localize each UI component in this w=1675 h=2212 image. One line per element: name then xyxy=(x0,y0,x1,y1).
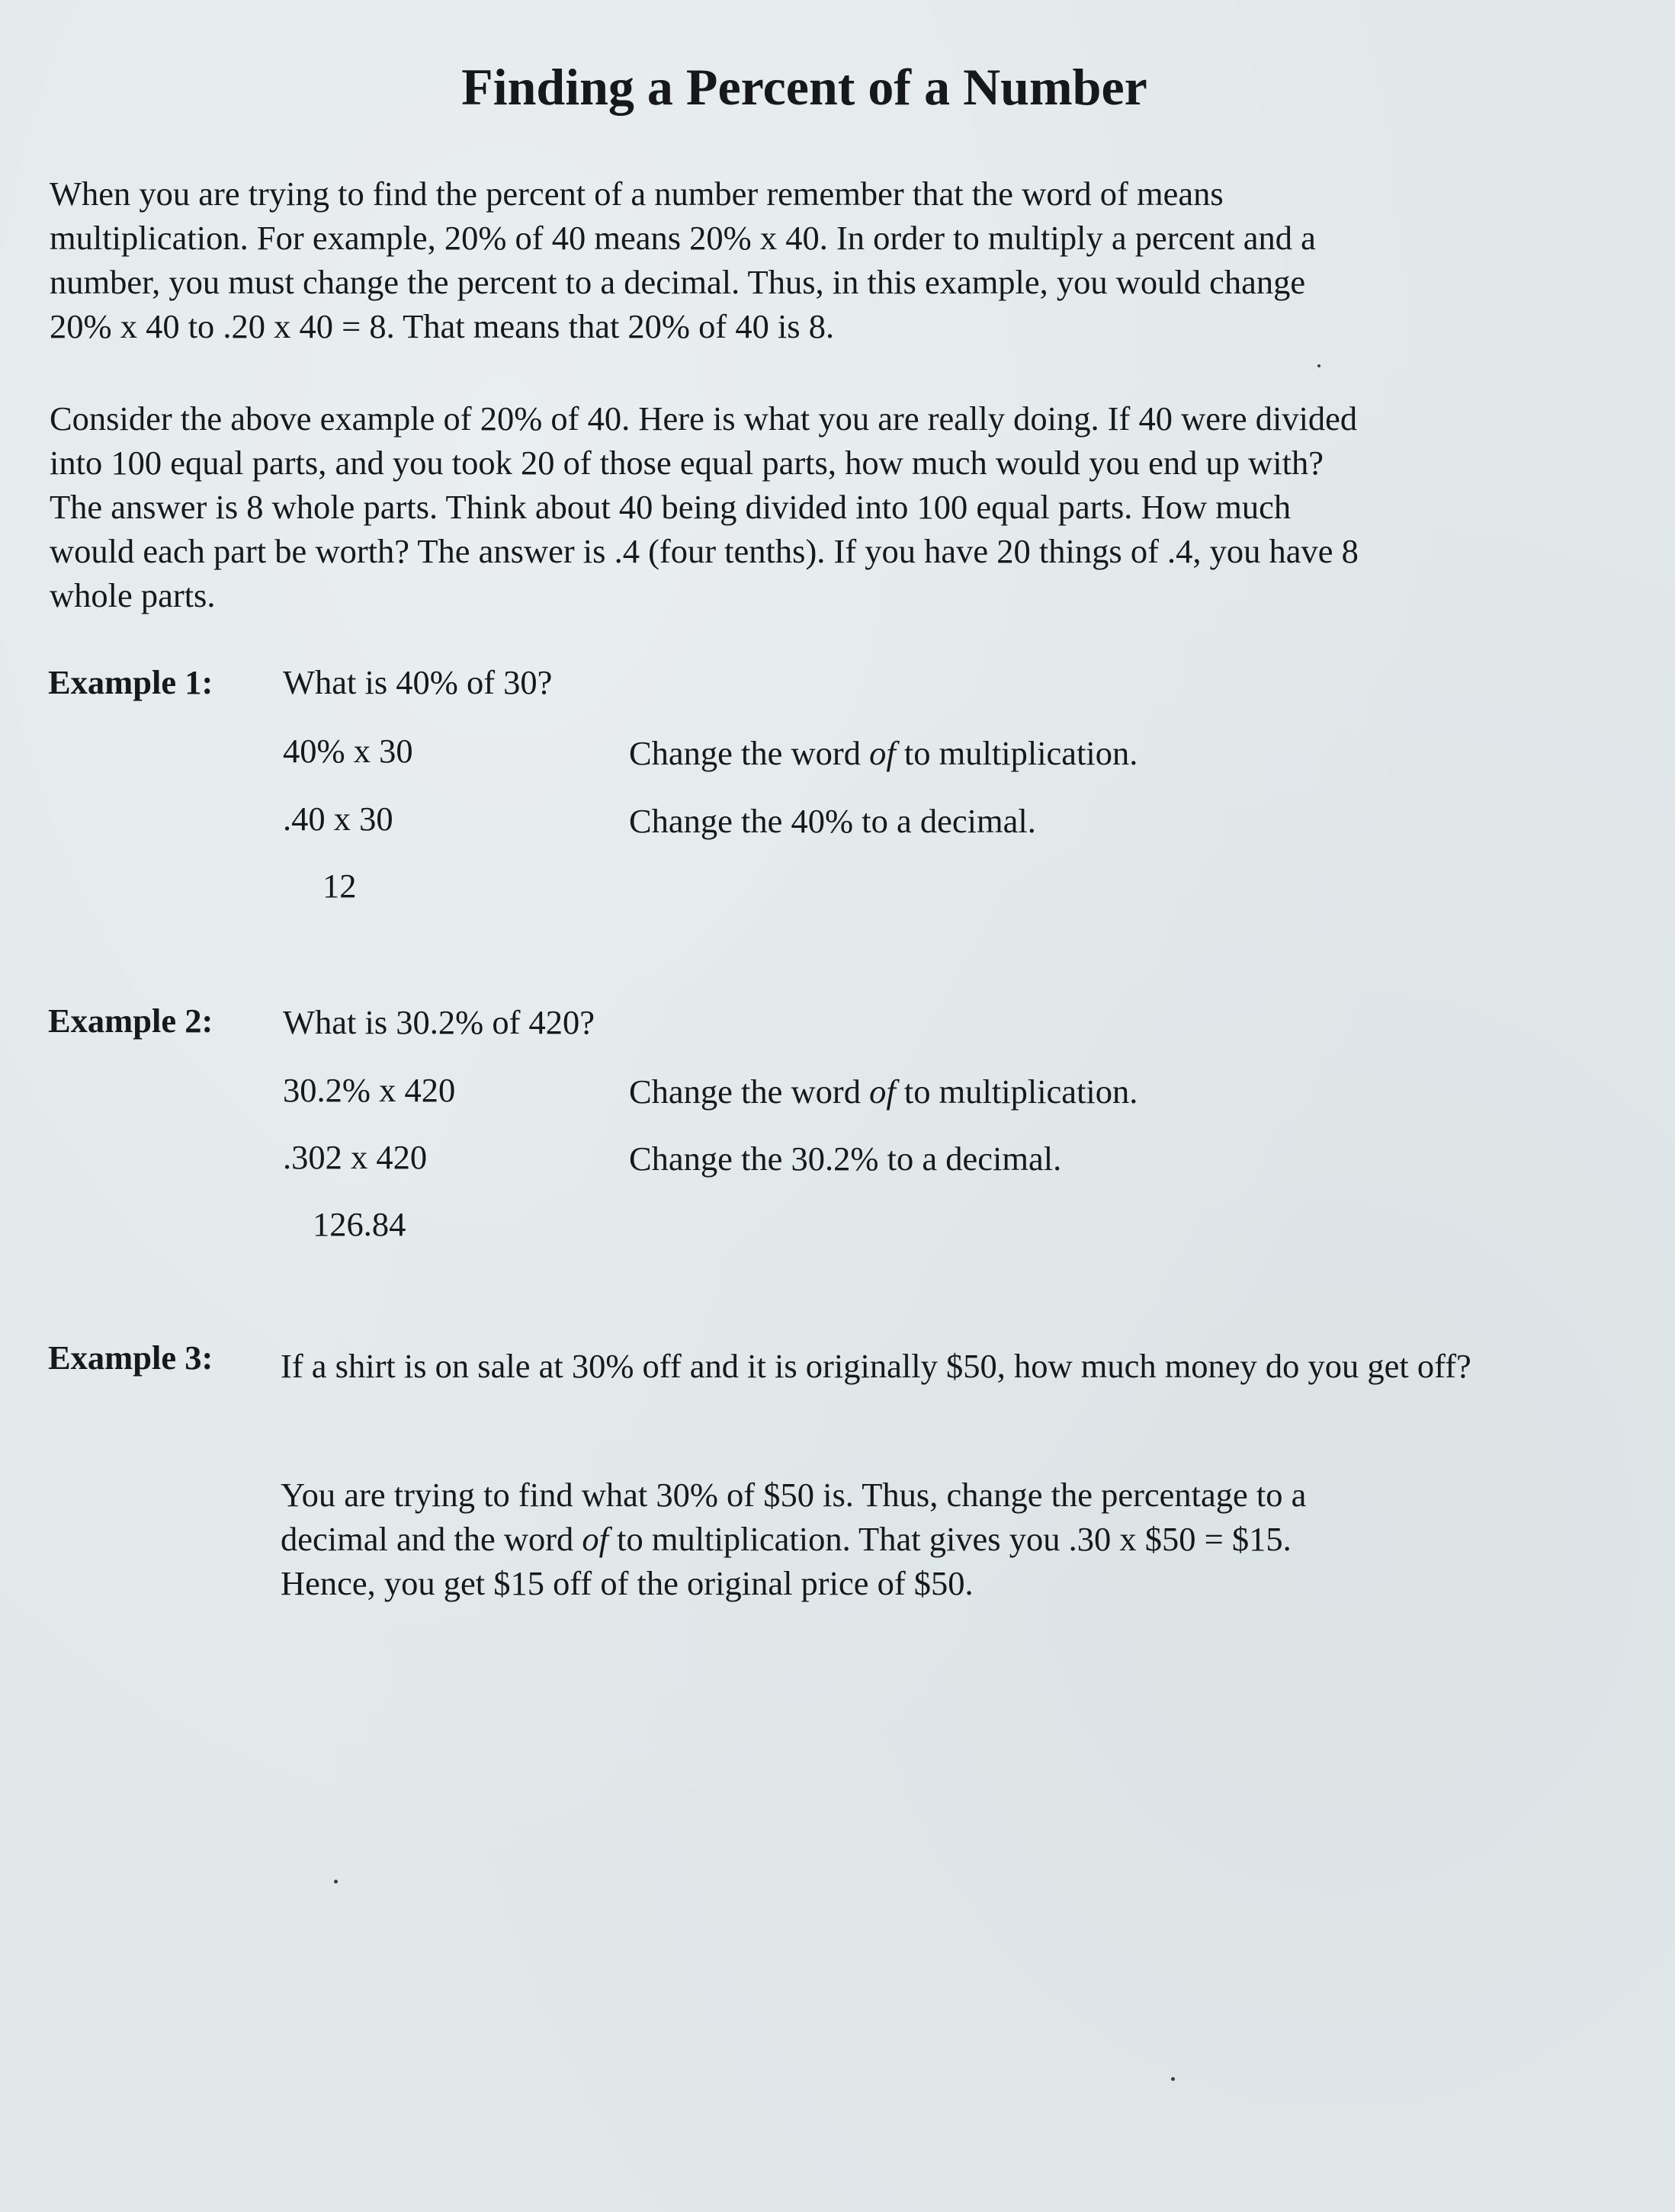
explanation-line-4: would each part be worth? The answer is .4 (four tenths). If you have 20 things of .4, you have 8 xyxy=(50,532,1359,570)
answer-emphasis: of xyxy=(582,1520,609,1558)
example-1-step-2-expression: .40 x 30 xyxy=(283,800,393,838)
example-1-question: What is 40% of 30? xyxy=(283,663,553,701)
intro-line-2: multiplication. For example, 20% of 40 means 20% x 40. In order to multiply a percent and a xyxy=(50,219,1316,257)
example-2-step-1-expression: 30.2% x 420 xyxy=(283,1071,456,1109)
explanation-paragraph xyxy=(50,396,1582,617)
answer-text: decimal and the word xyxy=(281,1520,582,1558)
example-3-answer-line-3: Hence, you get $15 off of the original price of $50. xyxy=(281,1564,974,1602)
explanation-line-2: into 100 equal parts, and you took 20 of those equal parts, how much would you end up with? xyxy=(50,444,1324,482)
note-text: Change the word xyxy=(629,1072,870,1111)
example-2-label: Example 2: xyxy=(48,1002,213,1040)
intro-line-3: number, you must change the percent to a decimal. Thus, in this example, you would change xyxy=(50,263,1306,301)
note-emphasis: of xyxy=(869,1072,896,1111)
example-1-step-1-expression: 40% x 30 xyxy=(283,732,413,770)
example-2-step-1-note xyxy=(629,1069,1138,1114)
example-1-label: Example 1: xyxy=(48,663,213,701)
example-1-answer: 12 xyxy=(322,867,357,905)
example-1-step-1-note xyxy=(629,731,1138,775)
scan-speck xyxy=(1317,364,1320,367)
example-2-question: What is 30.2% of 420? xyxy=(283,1003,595,1041)
example-3-answer-line-2 xyxy=(281,1517,1577,1561)
example-1-step-2-note: Change the 40% to a decimal. xyxy=(629,802,1036,840)
page-title: Finding a Percent of a Number xyxy=(461,58,1147,116)
example-3-answer-line-1: You are trying to find what 30% of $50 is. Thus, change the percentage to a xyxy=(281,1476,1307,1514)
intro-line-1: When you are trying to find the percent of a number remember that the word of means xyxy=(50,175,1224,213)
explanation-line-1: Consider the above example of 20% of 40. Here is what you are really doing. If 40 were divided xyxy=(50,399,1358,438)
note-text: to multiplication. xyxy=(895,1072,1138,1111)
example-3-question: If a shirt is on sale at 30% off and it is originally $50, how much money do you get off? xyxy=(281,1347,1471,1385)
example-3-answer xyxy=(281,1473,1577,1605)
scan-speck xyxy=(334,1880,338,1883)
explanation-line-5: whole parts. xyxy=(50,576,216,614)
example-2-answer: 126.84 xyxy=(313,1205,406,1243)
example-2-step-2-note: Change the 30.2% to a decimal. xyxy=(629,1140,1062,1178)
answer-text: to multiplication. That gives you .30 x $50 = $15. xyxy=(608,1520,1292,1558)
note-text: to multiplication. xyxy=(895,734,1138,772)
explanation-line-3: The answer is 8 whole parts. Think about 40 being divided into 100 equal parts. How much xyxy=(50,488,1292,526)
intro-paragraph xyxy=(50,172,1582,348)
example-2-step-2-expression: .302 x 420 xyxy=(283,1138,428,1176)
note-text: Change the word xyxy=(629,734,870,772)
intro-line-4: 20% x 40 to .20 x 40 = 8. That means that 20% of 40 is 8. xyxy=(50,307,835,345)
scan-speck xyxy=(1171,2077,1175,2081)
example-3-label: Example 3: xyxy=(48,1338,213,1377)
note-emphasis: of xyxy=(869,734,896,772)
